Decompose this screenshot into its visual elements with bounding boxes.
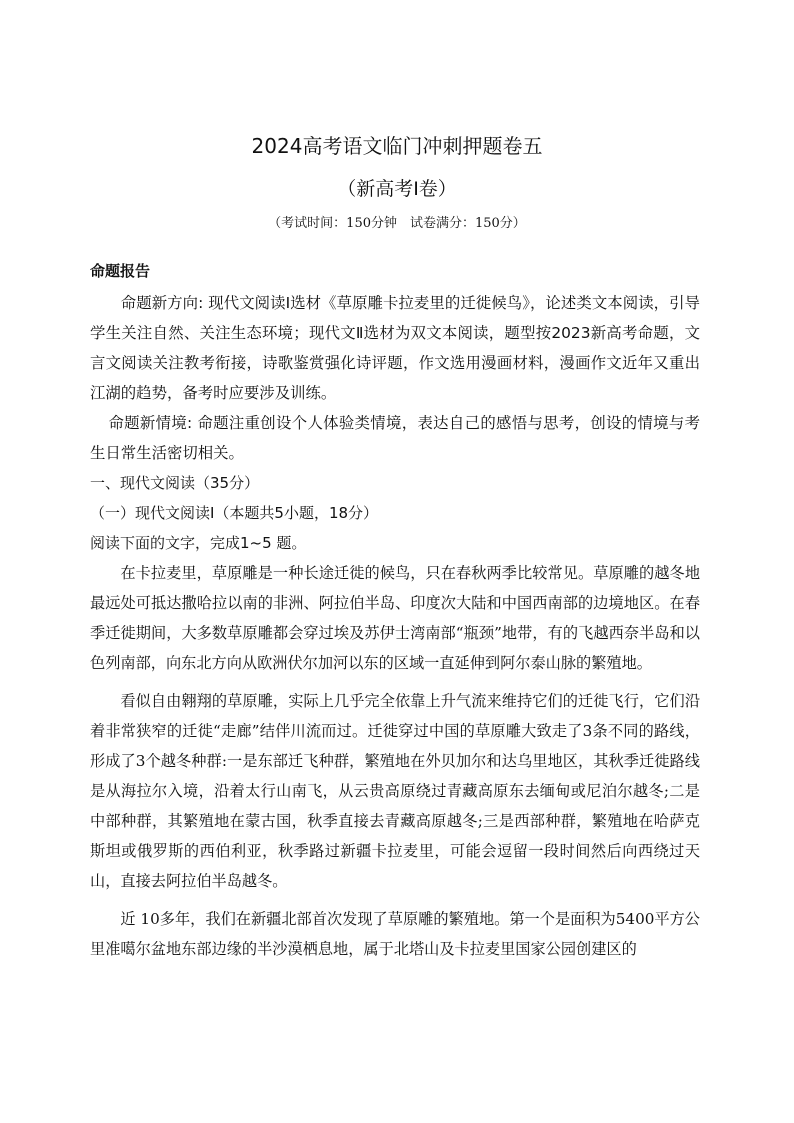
passage-paragraph: 在卡拉麦里，草原雕是一种长途迁徙的候鸟，只在春秋两季比较常见。草原雕的越冬地最远处可抵达撒哈拉以南的非洲、阿拉伯半岛、印度次大陆和中国西南部的边境地区。在春季迁徙期间，大多数草原雕都会穿过埃及苏伊士湾南部“瓶颈”地带，有的飞越西奈半岛和以色列南部，向东北方向从欧洲伏尔加河以东的区域一直延伸到阿尔泰山脉的繁殖地。 — [90, 564, 700, 672]
report-heading: 命题报告 — [90, 262, 151, 280]
document-subtitle: （新高考Ⅰ卷） — [337, 178, 457, 200]
section-heading: 一、现代文阅读（35分） — [90, 474, 260, 492]
report-paragraph-context: 命题新情境: 命题注重创设个人体验类情境，表达自己的感悟与思考，创设的情境与考生日常生活密切相关。 — [90, 414, 700, 462]
subsection-heading: （一）现代文阅读Ⅰ（本题共5小题，18分） — [90, 504, 379, 522]
passage-paragraph: 近 10多年，我们在新疆北部首次发现了草原雕的繁殖地。第一个是面积为5400平方公里准噶尔盆地东部边缘的半沙漠栖息地，属于北塔山及卡拉麦里国家公园创建区的 — [90, 910, 700, 958]
document-body — [90, 250, 700, 964]
reading-instruction: 阅读下面的文字，完成1~5 题。 — [90, 534, 307, 552]
exam-info: （考试时间：150分钟 试卷满分：150分） — [268, 216, 526, 231]
document-title: 2024高考语文临门冲刺押题卷五 — [251, 134, 543, 158]
report-paragraph-direction: 命题新方向: 现代文阅读Ⅰ选材《草原雕卡拉麦里的迁徙候鸟》，论述类文本阅读，引导学生关注自然、关注生态环境；现代文Ⅱ选材为双文本阅读，题型按2023新高考命题，文言文阅读关注教考衔接，诗歌鉴赏强化诗评题，作文选用漫画材料，漫画作文近年又重出江湖的趋势，备考时应要涉及训练。 — [90, 294, 700, 402]
passage-paragraph: 看似自由翱翔的草原雕，实际上几乎完全依靠上升气流来维持它们的迁徙飞行，它们沿着非常狭窄的迁徙“走廊”结伴川流而过。迁徙穿过中国的草原雕大致走了3条不同的路线，形成了3个越冬种群:一是东部迁飞种群，繁殖地在外贝加尔和达乌里地区，其秋季迁徙路线是从海拉尔入境，沿着太行山南飞，从云贵高原绕过青藏高原东去缅甸或尼泊尔越冬;二是中部种群，其繁殖地在蒙古国，秋季直接去青藏高原越冬;三是西部种群，繁殖地在哈萨克斯坦或俄罗斯的西伯利亚，秋季路过新疆卡拉麦里，可能会逗留一段时间然后向西绕过天山，直接去阿拉伯半岛越冬。 — [90, 692, 700, 890]
